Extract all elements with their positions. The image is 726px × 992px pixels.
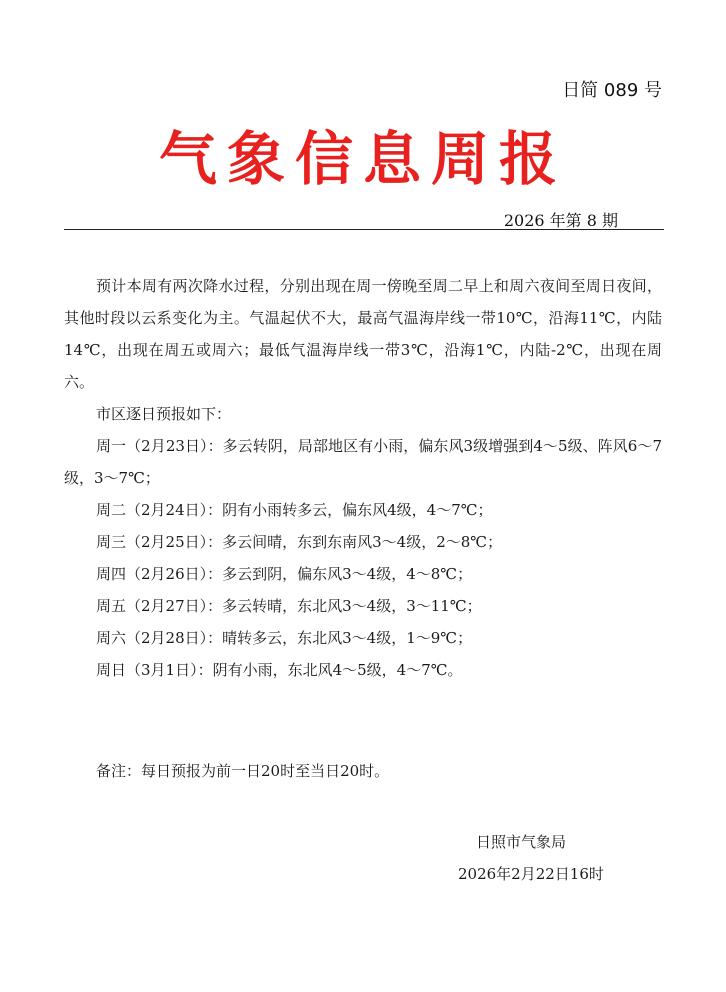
daily-forecast-item-tue: 周二（2月24日）：阴有小雨转多云，偏东风4级，4～7℃；: [96, 501, 493, 519]
daily-forecast-item-mon: 周一（2月23日）：多云转阴，局部地区有小雨，偏东风3级增强到4～5级、阵风6～7级，3～7℃；: [64, 437, 662, 487]
daily-forecast-item-wed: 周三（2月25日）：多云间晴，东到东南风3～4级，2～8℃；: [96, 533, 503, 551]
forecast-summary: 预计本周有两次降水过程，分别出现在周一傍晚至周二早上和周六夜间至周日夜间，其他时段以云系变化为主。气温起伏不大，最高气温海岸线一带10℃，沿海11℃，内陆14℃，出现在周五或周六；最低气温海岸线一带3℃，沿海1℃，内陆-2℃，出现在周六。: [64, 277, 662, 391]
issue-number: 2026 年第 8 期: [503, 211, 618, 230]
daily-forecast-list: [64, 430, 662, 686]
document-body: [64, 270, 662, 686]
daily-forecast-item-sat: 周六（2月28日）：晴转多云，东北风3～4级，1～9℃；: [96, 629, 473, 647]
remark-note: 备注：每日预报为前一日20时至当日20时。: [96, 762, 390, 780]
daily-forecast-item-sun: 周日（3月1日）：阴有小雨，东北风4～5级，4～7℃。: [96, 661, 463, 679]
header-divider: [64, 229, 664, 230]
document-number: 日简 089 号: [562, 80, 662, 101]
daily-forecast-intro: 市区逐日预报如下：: [96, 405, 232, 423]
daily-forecast-item-thu: 周四（2月26日）：多云到阴，偏东风3～4级，4～8℃；: [96, 565, 473, 583]
issuing-agency: 日照市气象局: [476, 833, 567, 851]
daily-forecast-item-fri: 周五（2月27日）：多云转晴，东北风3～4级，3～11℃；: [96, 597, 482, 615]
document-title: 气象信息周报: [158, 125, 567, 193]
issue-datetime: 2026年2月22日16时: [458, 865, 604, 883]
